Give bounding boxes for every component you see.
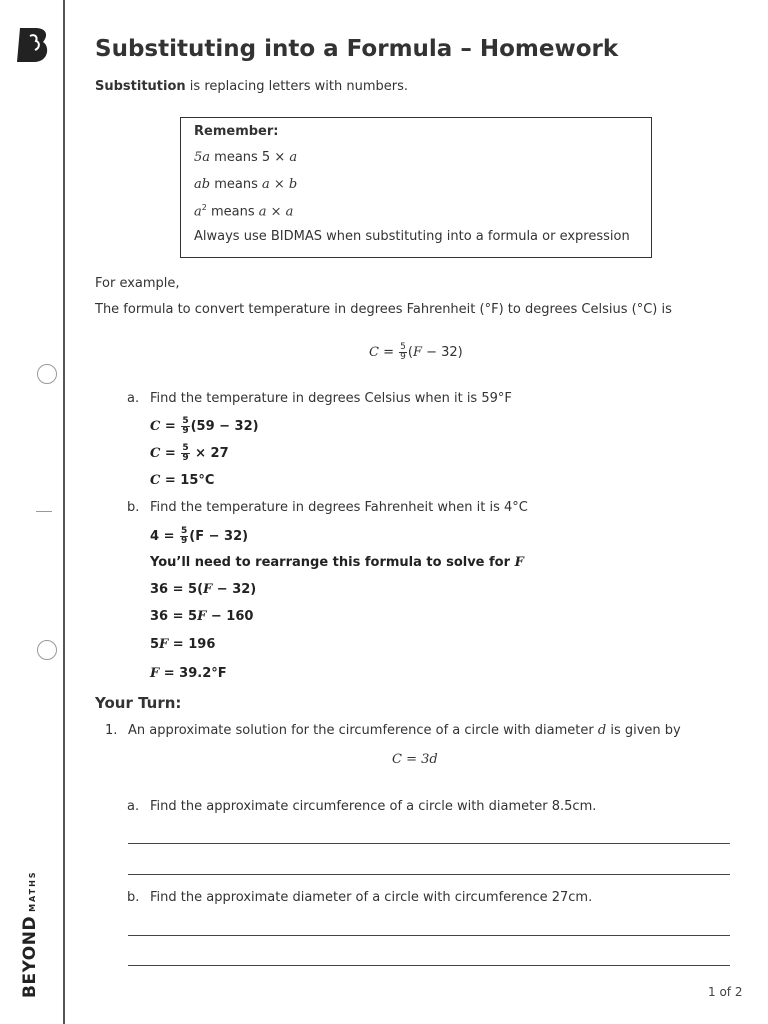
brand-name: BEYOND [20,915,40,998]
page-number: 1 of 2 [708,985,743,999]
page-title: Substituting into a Formula – Homework [95,36,619,62]
intro-rest: is replacing letters with numbers. [185,79,408,94]
denominator: 9 [182,453,189,463]
part-a-step-2 [150,444,229,463]
fraction [399,343,407,362]
denominator: 9 [181,536,188,546]
fraction [181,417,189,436]
text: An approximate solution for the circumference of a circle with diameter [128,723,598,738]
numerator: 5 [182,443,189,453]
text: 4 = [150,529,179,544]
var: F [514,555,524,570]
var: F [197,609,207,624]
question-1b-label: b. [127,890,140,905]
var: F [159,637,169,652]
denominator: 9 [400,352,406,362]
example-formula: C = $\frac{5}{9}$ (F − 32) [369,342,463,362]
your-turn-heading: Your Turn: [95,694,182,712]
var: a × b [261,177,298,192]
for-example: For example, [95,276,180,291]
part-a-question: Find the temperature in degrees Celsius when it is 59°F [150,391,512,406]
part-a-step-1 [150,417,259,436]
var: F [150,666,160,681]
question-1b-text: Find the approximate diameter of a circle with circumference 27cm. [150,890,593,905]
var: a [289,150,298,165]
fraction [181,444,189,463]
text: − 160 [206,609,254,624]
text: = [378,345,399,360]
question-1-text [128,723,681,738]
example-description: The formula to convert temperature in degrees Fahrenheit (°F) to degrees Celsius (°C) is [95,302,672,317]
question-1a-text: Find the approximate circumference of a circle with diameter 8.5cm. [150,799,597,814]
numerator: 5 [400,342,406,352]
margin-line [63,0,65,1024]
part-b-step-1 [150,527,248,546]
part-b-step-2 [150,582,256,597]
remember-box [180,117,652,258]
answer-line-1b-1[interactable] [128,935,730,936]
text: − 32) [421,345,463,360]
part-b-step-5 [150,666,227,681]
text: (59 − 32) [190,419,259,434]
part-b-note [150,555,524,570]
brand-wordmark [20,870,40,998]
part-b-step-4 [150,637,215,652]
text: means [210,177,262,192]
formula: C = 3d [392,752,438,767]
question-1a-label: a. [127,799,140,814]
remember-line-3 [194,203,293,219]
part-b-question: Find the temperature in degrees Fahrenheit when it is 4°C [150,500,528,515]
text: − 32) [212,582,257,597]
text: (F − 32) [189,529,249,544]
numerator: 5 [181,526,188,536]
answer-line-1a-2[interactable] [128,874,730,875]
part-b-label: b. [127,500,140,515]
remember-heading: Remember: [194,124,279,139]
remember-line-2 [194,177,297,192]
var: 5a [194,150,211,165]
remember-line-4: Always use BIDMAS when substituting into a formula or expression [194,229,630,244]
text: = [160,419,181,434]
question-1-formula [392,752,438,767]
var: a [194,204,202,220]
intro-text [95,79,408,94]
numerator: 5 [182,416,189,426]
text: 36 = 5 [150,609,198,624]
var: F [412,345,422,360]
text: You’ll need to rearrange this formula to solve for [150,555,515,570]
text: = 39.2°F [159,666,227,681]
text: 36 = 5( [150,582,204,597]
answer-line-1a-1[interactable] [128,843,730,844]
remember-line-1 [194,150,297,165]
text: = [160,446,181,461]
text: = 196 [168,637,216,652]
var: a × a [258,204,294,220]
beyond-logo-icon [16,26,50,64]
answer-line-1b-2[interactable] [128,965,730,966]
var: C [369,345,379,360]
text: is given by [606,723,681,738]
var: d [597,723,607,738]
var: C [150,419,161,434]
part-a-label: a. [127,391,140,406]
punch-hole-top [37,364,57,384]
question-1-number: 1. [105,723,118,738]
intro-bold: Substitution [95,79,186,94]
text: 5 [150,637,160,652]
var: ab [194,177,211,192]
text: = 15°C [160,473,215,488]
text: means 5 × [210,150,290,165]
var: F [203,582,213,597]
fold-tick [36,511,52,512]
denominator: 9 [182,426,189,436]
text: means [206,204,259,220]
superscript: 2 [201,203,207,212]
part-b-step-3 [150,609,253,624]
punch-hole-bottom [37,640,57,660]
part-a-step-3 [150,473,214,488]
brand-subname: MATHS [28,870,37,912]
fraction [180,527,188,546]
var: C [150,446,161,461]
var: C [150,473,161,488]
text: × 27 [190,446,229,461]
